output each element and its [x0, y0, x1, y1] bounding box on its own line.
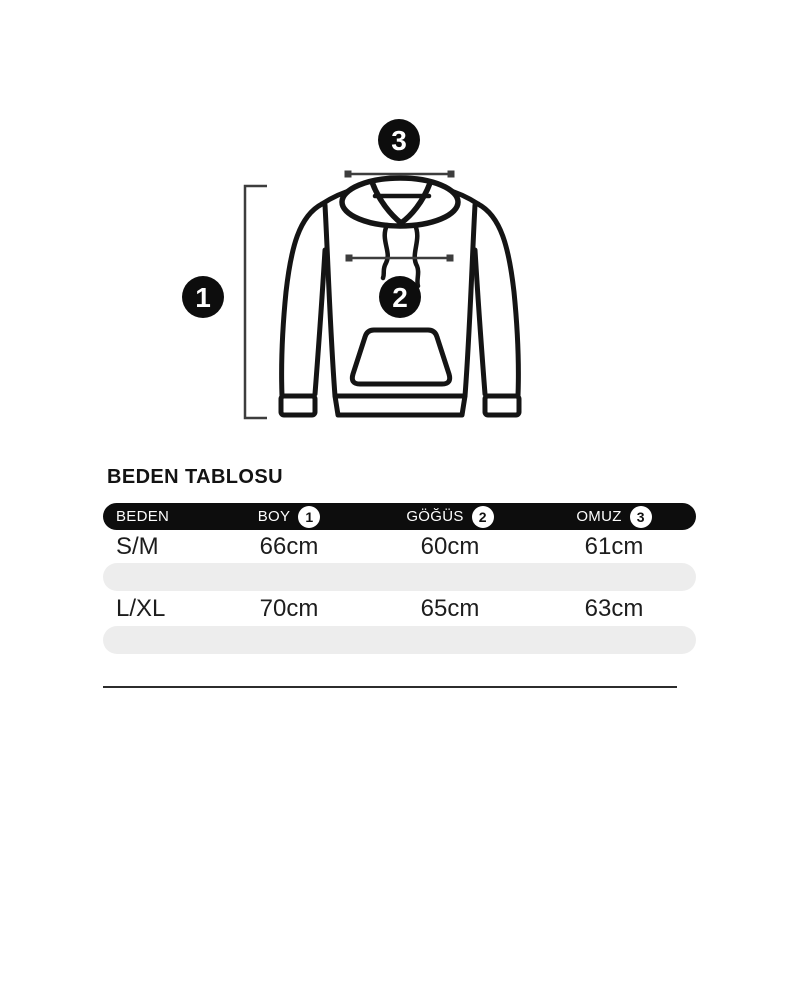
sleeve-right-inner	[475, 250, 485, 394]
drawstring-left	[383, 225, 388, 278]
body-left-edge	[325, 205, 335, 396]
measure-endpoint	[447, 255, 454, 262]
sleeve-left-inner	[315, 250, 325, 394]
column-number-badge-1: 1	[298, 506, 320, 528]
hem-band	[335, 396, 465, 415]
size-row-lxl	[103, 591, 696, 626]
boy-value: 66cm	[259, 532, 319, 560]
marker-2-number: 2	[392, 282, 408, 314]
marker-1-number: 1	[195, 282, 211, 314]
column-number-badge-3: 3	[630, 506, 652, 528]
row-divider-bar	[103, 563, 696, 591]
column-header-boy	[210, 506, 368, 528]
omuz-value: 61cm	[584, 532, 644, 560]
marker-length-1	[182, 276, 224, 318]
measure-endpoint	[345, 171, 352, 178]
column-label: BEDEN	[116, 508, 170, 525]
size-chart-header-row	[103, 503, 696, 530]
column-label: OMUZ	[576, 508, 622, 525]
marker-3-number: 3	[391, 125, 407, 157]
column-header-omuz	[532, 506, 696, 528]
kangaroo-pocket	[352, 330, 449, 384]
size-chart-title: BEDEN TABLOSU	[107, 466, 283, 488]
column-number-badge-2: 2	[472, 506, 494, 528]
gogus-value: 60cm	[420, 532, 480, 560]
body-right-edge	[465, 205, 475, 396]
measure-bracket-length	[245, 186, 267, 418]
gogus-value: 65cm	[420, 594, 480, 622]
omuz-value: 63cm	[584, 594, 644, 622]
measure-endpoint	[448, 171, 455, 178]
measure-endpoint	[346, 255, 353, 262]
size-row-sm	[103, 530, 696, 563]
column-header-gogus	[368, 506, 532, 528]
column-label: BOY	[257, 508, 291, 525]
cuff-right	[485, 396, 519, 415]
row-divider-bar	[103, 626, 696, 654]
hoodie-measurement-diagram	[0, 0, 800, 460]
column-header-beden	[103, 508, 210, 525]
size-chart-table	[103, 503, 696, 654]
drawstring-right	[415, 225, 418, 286]
size-label: L/XL	[116, 594, 166, 622]
cuff-left	[281, 396, 315, 415]
bottom-divider	[103, 686, 677, 688]
size-label: S/M	[116, 532, 159, 560]
boy-value: 70cm	[259, 594, 319, 622]
column-label: GÖĞÜS	[406, 508, 464, 525]
marker-shoulder-3	[378, 119, 420, 161]
marker-chest-2	[379, 276, 421, 318]
